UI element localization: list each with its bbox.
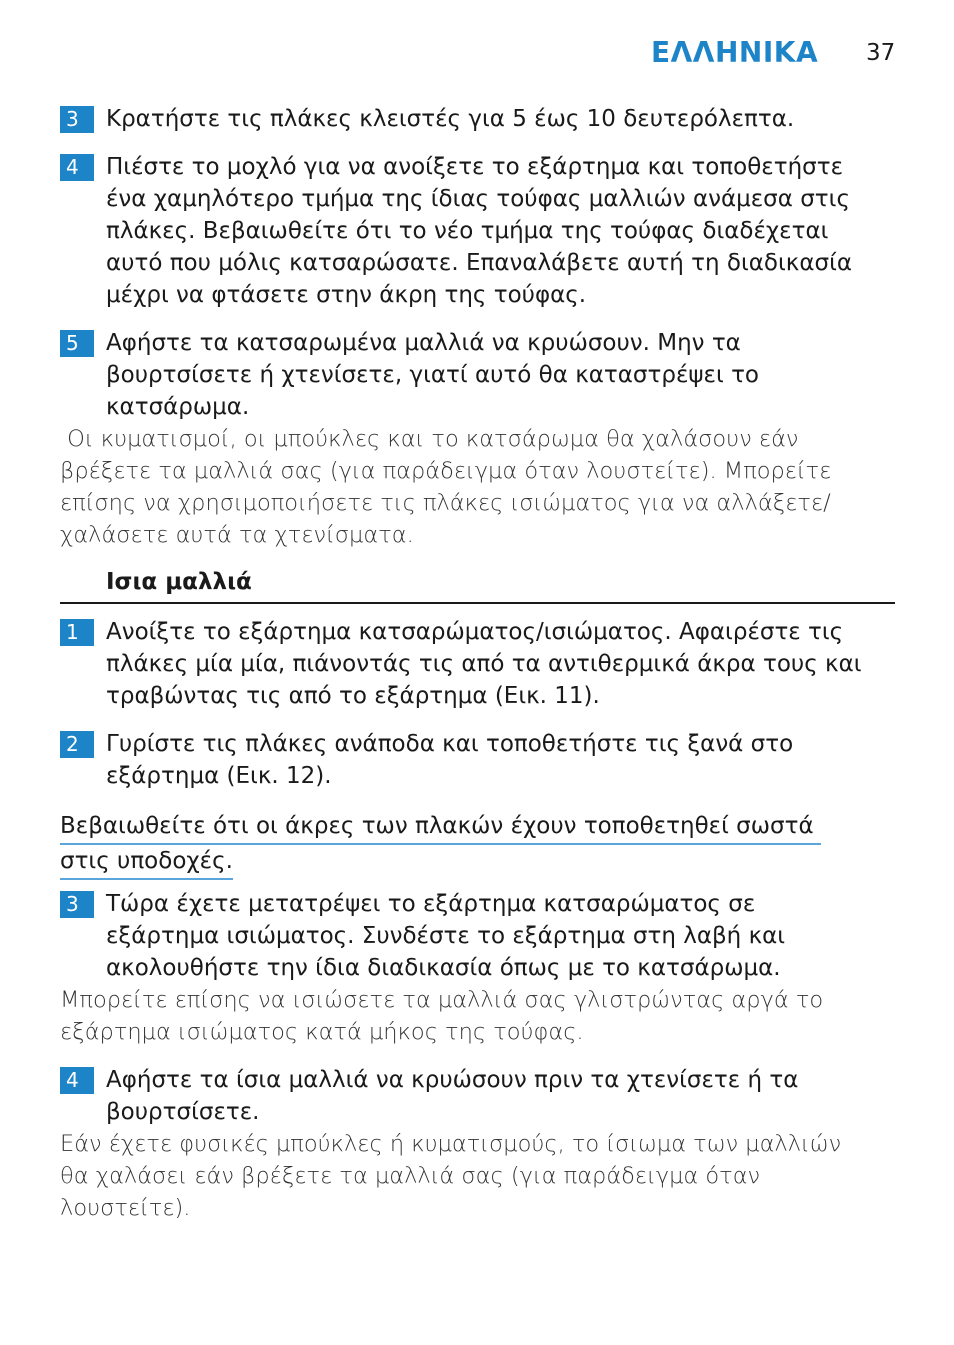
step-text-line: Αφήστε τα ίσια μαλλιά να κρυώσουν πριν τα χτενίσετε ή τα	[106, 1067, 799, 1093]
step-number-badge: 4	[60, 1067, 94, 1094]
step-text-line: βουρτσίσετε ή χτενίσετε, γιατί αυτό θα καταστρέψει το	[106, 362, 759, 388]
step-text	[106, 616, 896, 712]
language-heading: ΕΛΛΗΝΙΚΑ	[651, 36, 819, 69]
step-text-line: εξάρτημα (Εικ. 12).	[106, 763, 332, 789]
note-line: Μπορείτε επίσης να ισιώσετε τα μαλλιά σας γλιστρώντας αργά το	[60, 987, 824, 1013]
step-text-line: μέχρι να φτάσετε στην άκρη της τούφας.	[106, 282, 587, 308]
step-text-line: κατσάρωμα.	[106, 394, 250, 420]
step-text-line: Γυρίστε τις πλάκες ανάποδα και τοποθετήστε τις ξανά στο	[106, 731, 794, 757]
section-title: Ισια μαλλιά	[106, 569, 252, 595]
note-line: Εάν έχετε φυσικές μπούκλες ή κυματισμούς, το ίσιωμα των μαλλιών	[60, 1131, 842, 1157]
step-text-line: Ανοίξτε το εξάρτημα κατσαρώματος/ισιώματος. Αφαιρέστε τις	[106, 619, 844, 645]
step-text-line: ακολουθήστε την ίδια διαδικασία όπως με το κατσάρωμα.	[106, 955, 781, 981]
step-number-badge: 5	[60, 330, 94, 357]
section-divider	[60, 602, 895, 604]
step-number-badge: 1	[60, 619, 94, 646]
step-text-line: Αφήστε τα κατσαρωμένα μαλλιά να κρυώσουν. Μην τα	[106, 330, 741, 356]
note-line: Οι κυματισμοί, οι μπούκλες και το κατσάρωμα θα χαλάσουν εάν	[60, 426, 799, 452]
step-text-line: πλάκες μία μία, πιάνοντάς τις από τα αντιθερμικά άκρα τους και	[106, 651, 862, 677]
step-text	[106, 1064, 896, 1128]
note-line: βρέξετε τα μαλλιά σας (για παράδειγμα όταν λουστείτε). Μπορείτε	[60, 458, 832, 484]
step-text	[106, 728, 896, 792]
step-number-badge: 3	[60, 891, 94, 918]
step-text-line: πλάκες. Βεβαιωθείτε ότι το νέο τμήμα της τούφας διαδέχεται	[106, 218, 829, 244]
step-number-badge: 3	[60, 106, 94, 133]
step-text-line: τραβώντας τις από το εξάρτημα (Εικ. 11).	[106, 683, 600, 709]
note-natural-curls	[60, 1128, 880, 1224]
step-text-line: Πιέστε το μοχλό για να ανοίξετε το εξάρτημα και τοποθετήστε	[106, 154, 843, 180]
step-text-line: Τώρα έχετε μετατρέψει το εξάρτημα κατσαρώματος σε	[106, 891, 756, 917]
step-text: Κρατήστε τις πλάκες κλειστές για 5 έως 10 δευτερόλεπτα.	[106, 106, 795, 132]
step-number-badge: 2	[60, 731, 94, 758]
note-line: χαλάσετε αυτά τα χτενίσματα.	[60, 522, 414, 548]
step-text-line: ένα χαμηλότερο τμήμα της ίδιας τούφας μαλλιών ανάμεσα στις	[106, 186, 850, 212]
page-number: 37	[866, 40, 896, 66]
warning-line: στις υποδοχές.	[60, 845, 233, 880]
step-text	[106, 151, 896, 311]
note-straighten-tip	[60, 984, 880, 1048]
step-text-line: εξάρτημα ισιώματος. Συνδέστε το εξάρτημα στη λαβή και	[106, 923, 786, 949]
note-line: επίσης να χρησιμοποιήσετε τις πλάκες ισιώματος για να αλλάξετε/	[60, 490, 831, 516]
note-curl-info	[60, 423, 880, 551]
step-text	[106, 888, 896, 984]
warning-line: Βεβαιωθείτε ότι οι άκρες των πλακών έχουν τοποθετηθεί σωστά	[60, 810, 821, 845]
step-text-line: αυτό που μόλις κατσαρώσατε. Επαναλάβετε αυτή τη διαδικασία	[106, 250, 853, 276]
step-text-line: βουρτσίσετε.	[106, 1099, 260, 1125]
note-line: λουστείτε).	[60, 1195, 191, 1221]
step-number-badge: 4	[60, 154, 94, 181]
step-text	[106, 327, 896, 423]
note-line: θα χαλάσει εάν βρέξετε τα μαλλιά σας (για παράδειγμα όταν	[60, 1163, 761, 1189]
note-line: εξάρτημα ισιώματος κατά μήκος της τούφας.	[60, 1019, 584, 1045]
warning-note	[60, 810, 890, 880]
